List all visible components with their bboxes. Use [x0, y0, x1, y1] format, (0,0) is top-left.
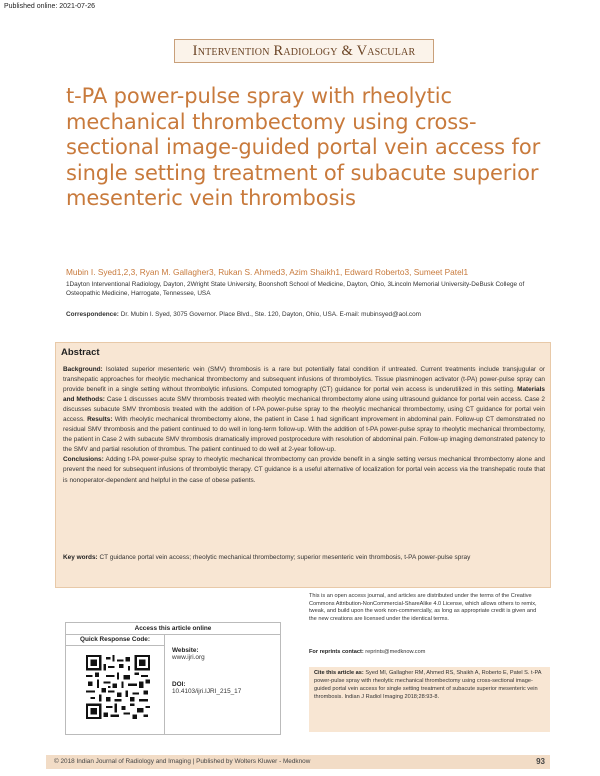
page-number: 93	[536, 757, 545, 766]
correspondence	[66, 311, 536, 318]
results-text: With rheolytic mechanical thrombectomy alone, the patient in Case 1 had significant improvement in abdominal pain. Follow-up CT demonstrated no residual SMV thrombosis and the patient continued to do well in long-term follow-up. With the addition of t-PA power-pulse spray to rheolytic mechanical thrombectomy, the patient in Case 2 with subacute SMV thrombosis dramatically improved postprocedure with resolution of abdominal pain. Follow-up imaging demonstrated patency to the SMV and partial resolution of thrombus. The patient continued to do well at 2-year follow-up.	[63, 416, 545, 454]
reprints-email[interactable]: reprints@medknow.com	[365, 649, 426, 655]
access-box-title: Access this article online	[66, 623, 280, 635]
qr-code-label: Quick Response Code:	[66, 634, 165, 646]
published-online-date: Published online: 2021-07-26	[4, 3, 96, 10]
methods-text: Case 1 discusses acute SMV thrombosis treated with rheolytic mechanical thrombectomy alone using ultrasound guidance for portal vein access. Case 2 discusses subacute SMV thrombosis treated with the addition of t-PA power-pulse spray to the rheolytic mechanical thrombectomy, using CT guidance for portal vein access.	[63, 396, 545, 424]
access-details	[172, 647, 278, 695]
abstract-heading: Abstract	[61, 347, 100, 358]
correspondence-label: Correspondence:	[66, 311, 119, 318]
methods-label: Materials and Methods:	[63, 386, 545, 404]
author-list: Mubin I. Syed1,2,3, Ryan M. Gallagher3, Rukan S. Ahmed3, Azim Shaikh1, Edward Roberto3, Sumeet Patel1	[66, 267, 469, 277]
article-title: t-PA power-pulse spray with rheolytic mechanical thrombectomy using cross-sectional image-guided portal vein access for single setting treatment of subacute superior mesenteric vein thrombosis	[66, 84, 541, 210]
abstract-body	[63, 365, 545, 486]
background-text: Isolated superior mesenteric vein (SMV) thrombosis is a rare but potentially fatal condition if untreated. Current treatments include transjugular or transhepatic approaches for rheolytic mechanical thrombectomy and subsequent infusions of thrombolytics. Tissue plasminogen activator (t-PA) power-pulse spray can provide benefit in a single setting without thrombolytic infusions. Computed tomography (CT) guidance for portal vein access is underutilized in this setting.	[63, 366, 546, 394]
cite-label: Cite this article as:	[314, 670, 364, 676]
footer-copyright: © 2018 Indian Journal of Radiology and Imaging | Published by Wolters Kluwer - Medknow	[54, 758, 311, 765]
qr-code-cell	[66, 645, 165, 734]
keywords-text: CT guidance portal vein access; rheolytic mechanical thrombectomy; superior mesenteric vein thrombosis, t-PA power-pulse spray	[99, 554, 471, 561]
website-link[interactable]: www.ijri.org	[172, 654, 205, 661]
affiliations: 1Dayton Interventional Radiology, Dayton, 2Wright State University, Boonshoft School of Medicine, Dayton, Ohio, 3Lincoln Memorial University-DeBusk College of Osteopathic Medicine, Harrogate, Tennessee, USA	[66, 281, 525, 297]
results-label: Results:	[87, 416, 113, 424]
website-label: Website:	[172, 647, 199, 654]
section-banner: Intervention Radiology & Vascular	[174, 39, 434, 63]
conclusions-label: Conclusions:	[63, 456, 104, 464]
citation-box	[309, 667, 550, 732]
license-statement: This is an open access journal, and articles are distributed under the terms of the Creative Commons Attribution-NonCommercial-ShareAlike 4.0 License, which allows others to remix, tweak, and build upon the work non-commercially, as long as appropriate credit is given and the new creations are licensed under the identical terms.	[309, 593, 537, 622]
conclusions-text: Adding t-PA power-pulse spray to rheolytic mechanical thrombectomy can provide benefit in a single setting versus mechanical thrombectomy alone and prevent the need for subsequent infusions of thrombolytic therapy. CT guidance is a useful alternative of localization for portal vein access via the transhepatic route that is nonoperator-dependent and helpful in the case of obese patients.	[63, 456, 545, 484]
access-article-box	[65, 622, 281, 735]
background-label: Background:	[63, 366, 103, 373]
reprints-label: For reprints contact:	[309, 649, 364, 655]
page-footer	[46, 755, 550, 769]
keywords-label: Key words:	[63, 554, 98, 561]
correspondence-text: Dr. Mubin I. Syed, 3075 Governor. Place Blvd., Ste. 120, Dayton, Ohio, USA. E-mail: mubinsyed@aol.com	[120, 311, 421, 318]
doi-label: DOI:	[172, 681, 186, 688]
qr-code-icon[interactable]	[86, 655, 150, 719]
doi-link[interactable]: 10.4103/ijri.IJRI_215_17	[172, 688, 242, 695]
abstract-box	[55, 342, 551, 588]
cite-text: Syed MI, Gallagher RM, Ahmed RS, Shaikh A, Roberto E, Patel S. t-PA power-pulse spray with rheolytic mechanical thrombectomy using cross-sectional image-guided portal vein access for single setting treatment of subacute superior mesenteric vein thrombosis. Indian J Radiol Imaging 2018;28:93-8.	[314, 670, 542, 700]
reprints-contact	[309, 649, 541, 655]
keywords	[63, 553, 545, 563]
